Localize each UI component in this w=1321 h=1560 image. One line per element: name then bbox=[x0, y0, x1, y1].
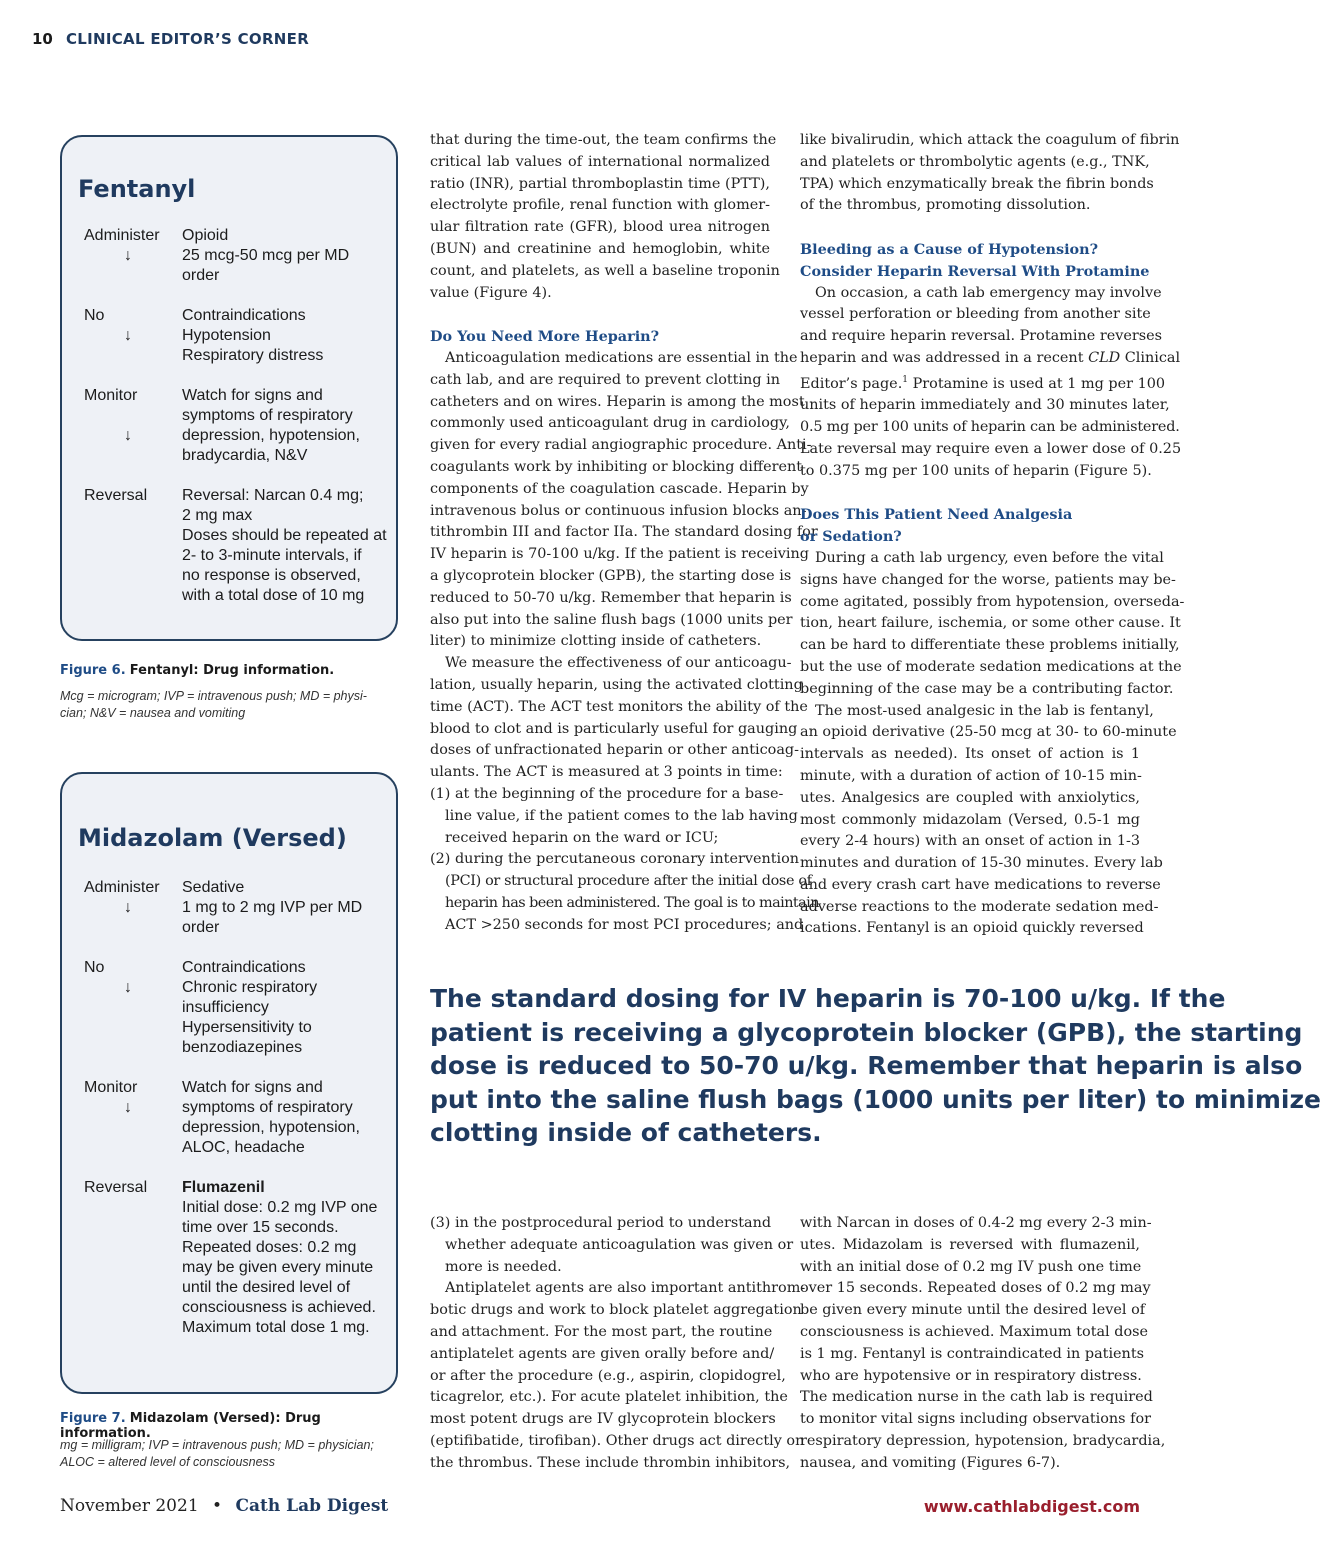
body-line: coagulants work by inhibiting or blocking different bbox=[430, 458, 803, 475]
row-value-line: depression, hypotension, bbox=[182, 1119, 360, 1136]
row-value-line: ALOC, headache bbox=[182, 1139, 305, 1156]
list-item-1: (1) at the beginning of the procedure for a base- bbox=[430, 785, 784, 802]
body-line: reduced to 50-70 u/kg. Remember that heparin is bbox=[430, 589, 792, 606]
section-heading-protamine: Consider Heparin Reversal With Protamine bbox=[800, 262, 1150, 280]
row-value-line: Watch for signs and bbox=[182, 387, 323, 404]
row-label: No bbox=[84, 959, 105, 976]
row-value-line: may be given every minute bbox=[182, 1259, 374, 1276]
body-line: come agitated, possibly from hypotension, overseda- bbox=[800, 593, 1185, 610]
body-line: more is needed. bbox=[445, 1258, 562, 1275]
body-line: and platelets or thrombolytic agents (e.g., TNK, bbox=[800, 153, 1150, 170]
body-line: every 2-4 hours) with an onset of action in 1-3 bbox=[800, 833, 1140, 850]
body-line: of the thrombus, promoting dissolution. bbox=[800, 197, 1091, 214]
running-header bbox=[32, 29, 309, 48]
row-value-line: Repeated doses: 0.2 mg bbox=[182, 1239, 357, 1256]
pull-quote-line: dose is reduced to 50-70 u/kg. Remember that heparin is also bbox=[430, 1051, 1303, 1080]
body-line: most commonly midazolam (Versed, 0.5-1 mg bbox=[800, 811, 1140, 828]
row-value-line: Chronic respiratory bbox=[182, 979, 318, 996]
list-item-2: (2) during the percutaneous coronary intervention bbox=[430, 851, 800, 868]
body-line: received heparin on the ward or ICU; bbox=[445, 829, 719, 846]
row-value-line: order bbox=[182, 267, 220, 284]
body-line: Late reversal may require even a lower dose of 0.25 bbox=[800, 440, 1182, 457]
body-line: doses of unfractionated heparin or other anticoag- bbox=[430, 742, 799, 759]
row-value-line: until the desired level of bbox=[182, 1279, 351, 1296]
body-line: over 15 seconds. Repeated doses of 0.2 mg may bbox=[800, 1280, 1151, 1297]
fentanyl-box-title: Fentanyl bbox=[78, 175, 196, 203]
note-line: cian; N&V = nausea and vomiting bbox=[60, 706, 246, 720]
body-line: During a cath lab urgency, even before the vital bbox=[815, 549, 1164, 566]
body-line: vessel perforation or bleeding from another site bbox=[800, 306, 1151, 323]
body-text: Protamine is used at 1 mg per 100 bbox=[908, 375, 1166, 392]
pull-quote-line: put into the saline flush bags (1000 units per liter) to minimize bbox=[430, 1084, 1321, 1114]
pull-quote-line: The standard dosing for IV heparin is 70-100 u/kg. If the bbox=[430, 984, 1226, 1013]
section-heading-more-heparin: Do You Need More Heparin? bbox=[430, 328, 660, 346]
body-line: 0.5 mg per 100 units of heparin can be administered. bbox=[800, 419, 1180, 436]
pull-quote-line: clotting inside of catheters. bbox=[430, 1118, 822, 1147]
body-line: who are hypotensive or in respiratory distress. bbox=[800, 1367, 1142, 1384]
down-arrow-icon: ↓ bbox=[124, 427, 132, 444]
row-value-line: 2- to 3-minute intervals, if bbox=[182, 547, 362, 564]
row-value-line: Initial dose: 0.2 mg IVP one bbox=[182, 1199, 378, 1216]
body-line: ticagrelor, etc.). For acute platelet inhibition, the bbox=[430, 1389, 788, 1406]
row-label: Monitor bbox=[84, 1079, 138, 1096]
body-line: utes. Midazolam is reversed with flumazenil, bbox=[800, 1236, 1140, 1253]
body-line: line value, if the patient comes to the lab having bbox=[445, 807, 798, 824]
body-line: critical lab values of international normalized bbox=[430, 153, 770, 170]
row-value-line: Flumazenil bbox=[182, 1179, 265, 1196]
body-line: ular filtration rate (GFR), blood urea nitrogen bbox=[430, 219, 770, 236]
figure-title: Fentanyl: Drug information. bbox=[129, 663, 335, 678]
body-line: an opioid derivative (25-50 mcg at 30- to 60-minute bbox=[800, 724, 1177, 741]
body-line: cath lab, and are required to prevent clotting in bbox=[430, 371, 780, 388]
row-value-line: symptoms of respiratory bbox=[182, 407, 353, 424]
body-line bbox=[800, 348, 1181, 370]
body-line: and every crash cart have medications to reverse bbox=[800, 876, 1161, 893]
footer-bullet: • bbox=[212, 1496, 223, 1516]
body-line: catheters and on wires. Heparin is among the most bbox=[430, 393, 805, 410]
note-line: ALOC = altered level of consciousness bbox=[60, 1455, 276, 1469]
body-line: electrolyte profile, renal function with glomer- bbox=[430, 197, 770, 214]
body-line: liter) to minimize clotting inside of catheters. bbox=[430, 633, 762, 650]
body-line: Anticoagulation medications are essential in the bbox=[445, 349, 798, 366]
body-line: The medication nurse in the cath lab is required bbox=[800, 1389, 1153, 1406]
row-label: Administer bbox=[84, 879, 160, 896]
paragraph-gap bbox=[800, 217, 1140, 239]
row-value-line: with a total dose of 10 mg bbox=[182, 587, 365, 604]
down-arrow-icon: ↓ bbox=[124, 899, 132, 916]
body-line: but the use of moderate sedation medications at the bbox=[800, 658, 1182, 675]
row-value-line: order bbox=[182, 919, 220, 936]
body-line: minutes and duration of 15-30 minutes. Every lab bbox=[800, 855, 1163, 872]
body-line: count, and platelets, as well a baseline troponin bbox=[430, 262, 780, 279]
row-value-line: Sedative bbox=[182, 879, 245, 896]
row-label: Administer bbox=[84, 227, 160, 244]
row-value-line: consciousness is achieved. bbox=[182, 1299, 376, 1316]
body-line: Antiplatelet agents are also important antithrom- bbox=[445, 1280, 806, 1297]
body-line: a glycoprotein blocker (GPB), the starting dose is bbox=[430, 567, 792, 584]
body-line: value (Figure 4). bbox=[430, 284, 552, 301]
body-line: to 0.375 mg per 100 units of heparin (Figure 5). bbox=[800, 462, 1152, 479]
figure-number: Figure 6. bbox=[60, 663, 126, 678]
body-line: commonly used anticoagulant drug in cardiology, bbox=[430, 415, 790, 432]
body-line: also put into the saline flush bags (1000 units per bbox=[430, 611, 793, 628]
midazolam-info-box bbox=[60, 772, 398, 1394]
row-value-line: time over 15 seconds. bbox=[182, 1219, 339, 1236]
down-arrow-icon: ↓ bbox=[124, 979, 132, 996]
row-value-line: 1 mg to 2 mg IVP per MD bbox=[182, 899, 363, 916]
body-line: intravenous bolus or continuous infusion blocks an- bbox=[430, 502, 807, 519]
row-value-line: insufficiency bbox=[182, 999, 269, 1016]
row-value-line: Doses should be repeated at bbox=[182, 527, 387, 544]
body-line: botic drugs and work to block platelet aggregation bbox=[430, 1302, 802, 1319]
midazolam-box-title: Midazolam (Versed) bbox=[78, 824, 347, 852]
row-value-line: Respiratory distress bbox=[182, 347, 324, 364]
body-line: heparin has been administered. The goal is to maintain bbox=[445, 894, 819, 911]
body-line: tion, heart failure, ischemia, or some other cause. It bbox=[800, 615, 1181, 632]
pull-quote-line: patient is receiving a glycoprotein blocker (GPB), the starting bbox=[430, 1017, 1303, 1047]
body-line: tithrombin III and factor IIa. The standard dosing for bbox=[430, 524, 818, 541]
journal-abbrev: CLD bbox=[1088, 349, 1121, 366]
body-line: signs have changed for the worse, patients may be- bbox=[800, 571, 1176, 588]
body-line: consciousness is achieved. Maximum total dose bbox=[800, 1323, 1149, 1340]
body-line: that during the time-out, the team confirms the bbox=[430, 132, 777, 148]
figure-title: Midazolam (Versed): Drug information. bbox=[60, 1411, 321, 1441]
body-line: components of the coagulation cascade. Heparin by bbox=[430, 480, 809, 497]
body-line bbox=[800, 370, 1166, 396]
article-column-1-bottom bbox=[430, 1213, 806, 1475]
body-line: and require heparin reversal. Protamine reverses bbox=[800, 328, 1163, 345]
section-heading-analgesia: Does This Patient Need Analgesia bbox=[800, 506, 1073, 524]
body-text: Clinical bbox=[1120, 349, 1181, 366]
body-line: ratio (INR), partial thromboplastin time (PTT), bbox=[430, 175, 770, 192]
body-line: units of heparin immediately and 30 minutes later, bbox=[800, 397, 1170, 414]
figure7-note bbox=[60, 1437, 405, 1471]
row-value-line: Reversal: Narcan 0.4 mg; bbox=[182, 487, 364, 504]
body-line: and attachment. For the most part, the routine bbox=[430, 1323, 773, 1340]
body-line: IV heparin is 70-100 u/kg. If the patient is receiving bbox=[430, 546, 809, 563]
body-text: Editor’s page. bbox=[800, 375, 903, 392]
figure-number: Figure 7. bbox=[60, 1411, 126, 1426]
row-label: Monitor bbox=[84, 387, 138, 404]
row-value-line: 2 mg max bbox=[182, 507, 253, 524]
page-number: 10 bbox=[32, 30, 53, 48]
body-text: heparin and was addressed in a recent bbox=[800, 349, 1084, 366]
row-value-line: Opioid bbox=[182, 227, 229, 244]
article-column-1-top bbox=[430, 130, 819, 936]
figure6-note bbox=[60, 688, 405, 722]
body-line: beginning of the case may be a contributing factor. bbox=[800, 680, 1174, 697]
body-line: nausea, and vomiting (Figures 6-7). bbox=[800, 1454, 1061, 1471]
body-line: lation, usually heparin, using the activated clotting bbox=[430, 676, 803, 693]
body-line: utes. Analgesics are coupled with anxiolytics, bbox=[800, 789, 1140, 806]
body-line: can be hard to differentiate these problems initially, bbox=[800, 637, 1180, 654]
note-line: Mcg = microgram; IVP = intravenous push; MD = physi- bbox=[60, 689, 367, 703]
body-line: given for every radial angiographic procedure. Anti- bbox=[430, 437, 812, 454]
down-arrow-icon: ↓ bbox=[124, 247, 132, 264]
section-title: CLINICAL EDITOR’S CORNER bbox=[65, 30, 310, 48]
fentanyl-info-box bbox=[60, 135, 398, 641]
body-line: be given every minute until the desired level of bbox=[800, 1302, 1146, 1319]
body-line: We measure the effectiveness of our anticoagu- bbox=[445, 655, 792, 672]
note-line: mg = milligram; IVP = intravenous push; MD = physician; bbox=[60, 1438, 374, 1452]
body-line: most potent drugs are IV glycoprotein blockers bbox=[430, 1411, 776, 1428]
row-value-line: no response is observed, bbox=[182, 567, 361, 584]
body-line: minute, with a duration of action of 10-15 min- bbox=[800, 767, 1142, 784]
down-arrow-icon: ↓ bbox=[124, 327, 132, 344]
body-line: or after the procedure (e.g., aspirin, clopidogrel, bbox=[430, 1367, 786, 1384]
down-arrow-icon: ↓ bbox=[124, 1099, 132, 1116]
body-line: antiplatelet agents are given orally before and/ bbox=[430, 1345, 775, 1362]
section-heading-bleeding: Bleeding as a Cause of Hypotension? bbox=[800, 240, 1099, 258]
body-line: On occasion, a cath lab emergency may involve bbox=[815, 284, 1162, 301]
body-line: adverse reactions to the moderate sedation med- bbox=[800, 898, 1159, 915]
row-label: Reversal bbox=[84, 1179, 148, 1196]
body-line: time (ACT). The ACT test monitors the ability of the bbox=[430, 698, 808, 715]
row-value-line: symptoms of respiratory bbox=[182, 1099, 353, 1116]
body-line: ications. Fentanyl is an opioid quickly reversed bbox=[800, 920, 1144, 937]
row-value-line: Hypersensitivity to bbox=[182, 1019, 312, 1036]
article-column-2-top bbox=[800, 130, 1185, 940]
body-line: blood to clot and is particularly useful for gauging bbox=[430, 720, 798, 737]
body-line: (eptifibatide, tirofiban). Other drugs act directly on bbox=[430, 1432, 805, 1449]
row-value-line: Contraindications bbox=[182, 959, 306, 976]
body-line: to monitor vital signs including observations for bbox=[800, 1411, 1151, 1428]
website-link[interactable]: www.cathlabdigest.com bbox=[923, 1497, 1140, 1516]
paragraph-gap bbox=[800, 483, 1140, 505]
row-value-line: bradycardia, N&V bbox=[182, 447, 308, 464]
body-line: intervals as needed). Its onset of action is 1 bbox=[800, 746, 1140, 763]
article-column-2-bottom bbox=[800, 1213, 1166, 1475]
body-line: like bivalirudin, which attack the coagulum of fibrin bbox=[800, 132, 1180, 148]
row-label: No bbox=[84, 307, 105, 324]
footer-left bbox=[60, 1496, 388, 1516]
body-line: is 1 mg. Fentanyl is contraindicated in patients bbox=[800, 1345, 1144, 1362]
row-value-line: depression, hypotension, bbox=[182, 427, 360, 444]
section-heading-sedation: or Sedation? bbox=[800, 528, 902, 546]
publication-name: Cath Lab Digest bbox=[235, 1496, 389, 1516]
body-line: ACT >250 seconds for most PCI procedures; and bbox=[445, 916, 804, 933]
body-line: the thrombus. These include thrombin inhibitors, bbox=[430, 1454, 791, 1471]
body-line: The most-used analgesic in the lab is fentanyl, bbox=[815, 702, 1154, 719]
row-value-line: Maximum total dose 1 mg. bbox=[182, 1319, 370, 1336]
list-item-3: (3) in the postprocedural period to understand bbox=[430, 1215, 772, 1231]
row-value-line: Watch for signs and bbox=[182, 1079, 323, 1096]
row-value-line: benzodiazepines bbox=[182, 1039, 303, 1056]
row-value-line: Hypotension bbox=[182, 327, 271, 344]
body-line: ulants. The ACT is measured at 3 points in time: bbox=[430, 764, 783, 781]
paragraph-gap bbox=[430, 304, 770, 326]
row-value-line: Contraindications bbox=[182, 307, 306, 324]
body-line: (BUN) and creatinine and hemoglobin, white bbox=[430, 240, 770, 257]
issue-date: November 2021 bbox=[60, 1496, 199, 1516]
pull-quote bbox=[430, 982, 1321, 1150]
body-line: respiratory depression, hypotension, bradycardia, bbox=[800, 1432, 1166, 1449]
body-line: (PCI) or structural procedure after the initial dose of bbox=[445, 873, 812, 890]
body-line: with Narcan in doses of 0.4-2 mg every 2-3 min- bbox=[800, 1215, 1152, 1231]
row-value-line: 25 mcg-50 mcg per MD bbox=[182, 247, 350, 264]
row-label: Reversal bbox=[84, 487, 148, 504]
body-line: TPA) which enzymatically break the fibrin bonds bbox=[800, 175, 1154, 192]
figure6-caption bbox=[60, 663, 400, 678]
footnote-marker: 1 bbox=[902, 374, 909, 385]
body-line: whether adequate anticoagulation was given or bbox=[445, 1236, 794, 1253]
body-line: with an initial dose of 0.2 mg IV push one time bbox=[800, 1258, 1142, 1275]
